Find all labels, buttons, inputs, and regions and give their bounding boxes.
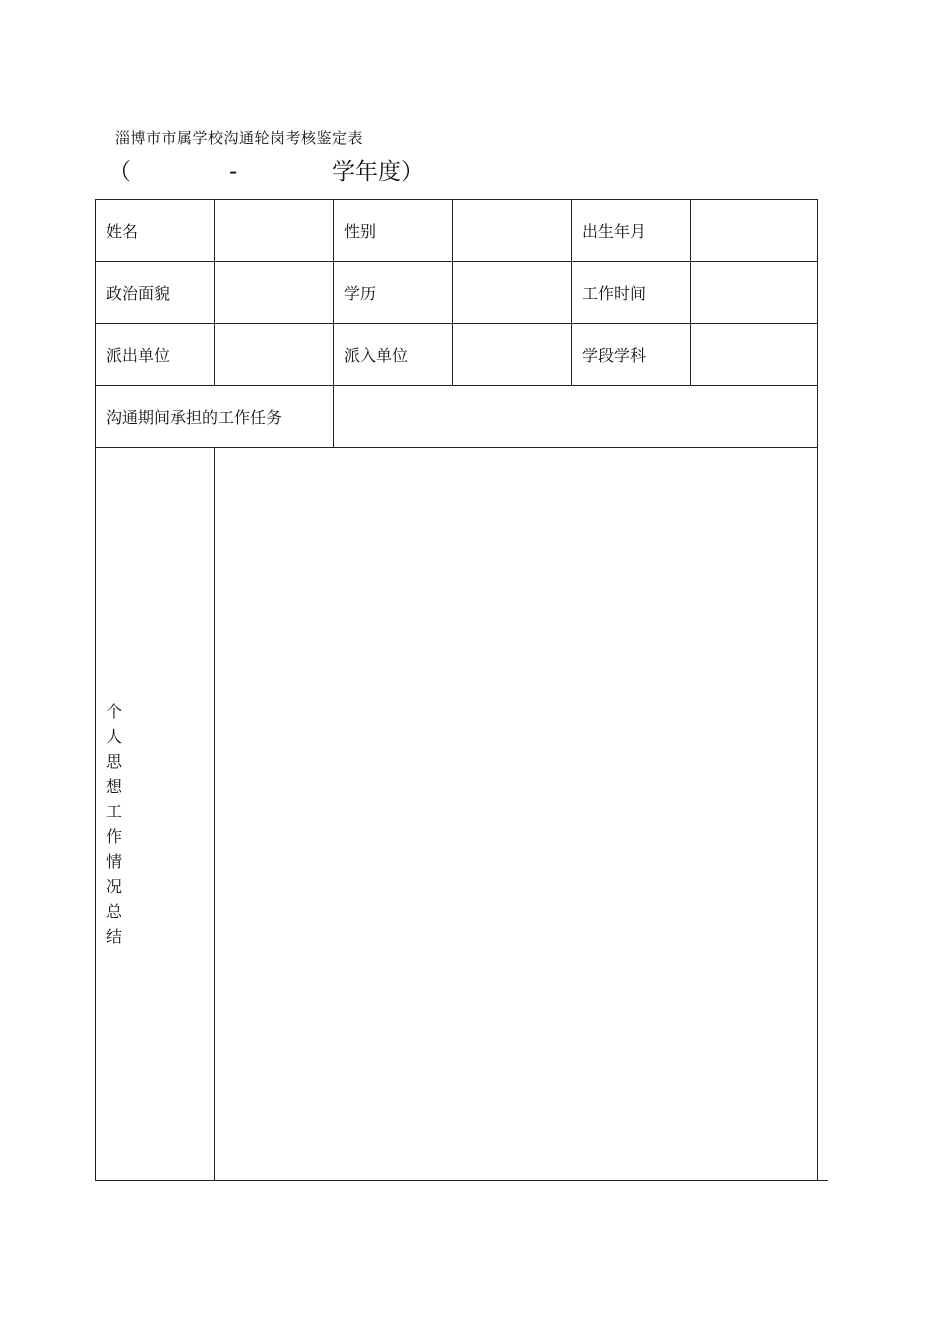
- label-receiving-unit: 派入单位: [334, 324, 453, 386]
- field-dispatch-unit[interactable]: [215, 324, 334, 386]
- academic-year-line: [0, 157, 950, 187]
- field-education[interactable]: [453, 262, 572, 324]
- document-title: 淄博市市属学校沟通轮岗考核鉴定表: [115, 129, 364, 147]
- appraisal-form-table: [95, 199, 818, 1181]
- field-birth-date[interactable]: [691, 200, 818, 262]
- field-name[interactable]: [215, 200, 334, 262]
- field-stage-subject[interactable]: [691, 324, 818, 386]
- label-gender: 性别: [334, 200, 453, 262]
- form-row-summary: [96, 448, 818, 1181]
- label-name: 姓名: [96, 200, 215, 262]
- field-summary[interactable]: [215, 448, 818, 1181]
- field-gender[interactable]: [453, 200, 572, 262]
- form-row-background: [96, 262, 818, 324]
- field-receiving-unit[interactable]: [453, 324, 572, 386]
- label-work-start: 工作时间: [572, 262, 691, 324]
- year-dash: -: [229, 159, 238, 185]
- label-summary: 个人思想工作情况总结: [106, 702, 123, 946]
- form-row-units: [96, 324, 818, 386]
- label-education: 学历: [334, 262, 453, 324]
- field-work-start[interactable]: [691, 262, 818, 324]
- label-summary-cell: [96, 448, 215, 1181]
- label-birth-date: 出生年月: [572, 200, 691, 262]
- label-political-status: 政治面貌: [96, 262, 215, 324]
- form-row-tasks: [96, 386, 818, 448]
- form-row-basic-info: [96, 200, 818, 262]
- field-tasks[interactable]: [334, 386, 818, 448]
- year-open-paren: （: [108, 159, 131, 185]
- label-tasks: 沟通期间承担的工作任务: [96, 386, 334, 448]
- label-stage-subject: 学段学科: [572, 324, 691, 386]
- label-dispatch-unit: 派出单位: [96, 324, 215, 386]
- field-political-status[interactable]: [215, 262, 334, 324]
- academic-year-suffix: 学年度）: [332, 159, 424, 185]
- table-border-stub: [816, 1180, 828, 1181]
